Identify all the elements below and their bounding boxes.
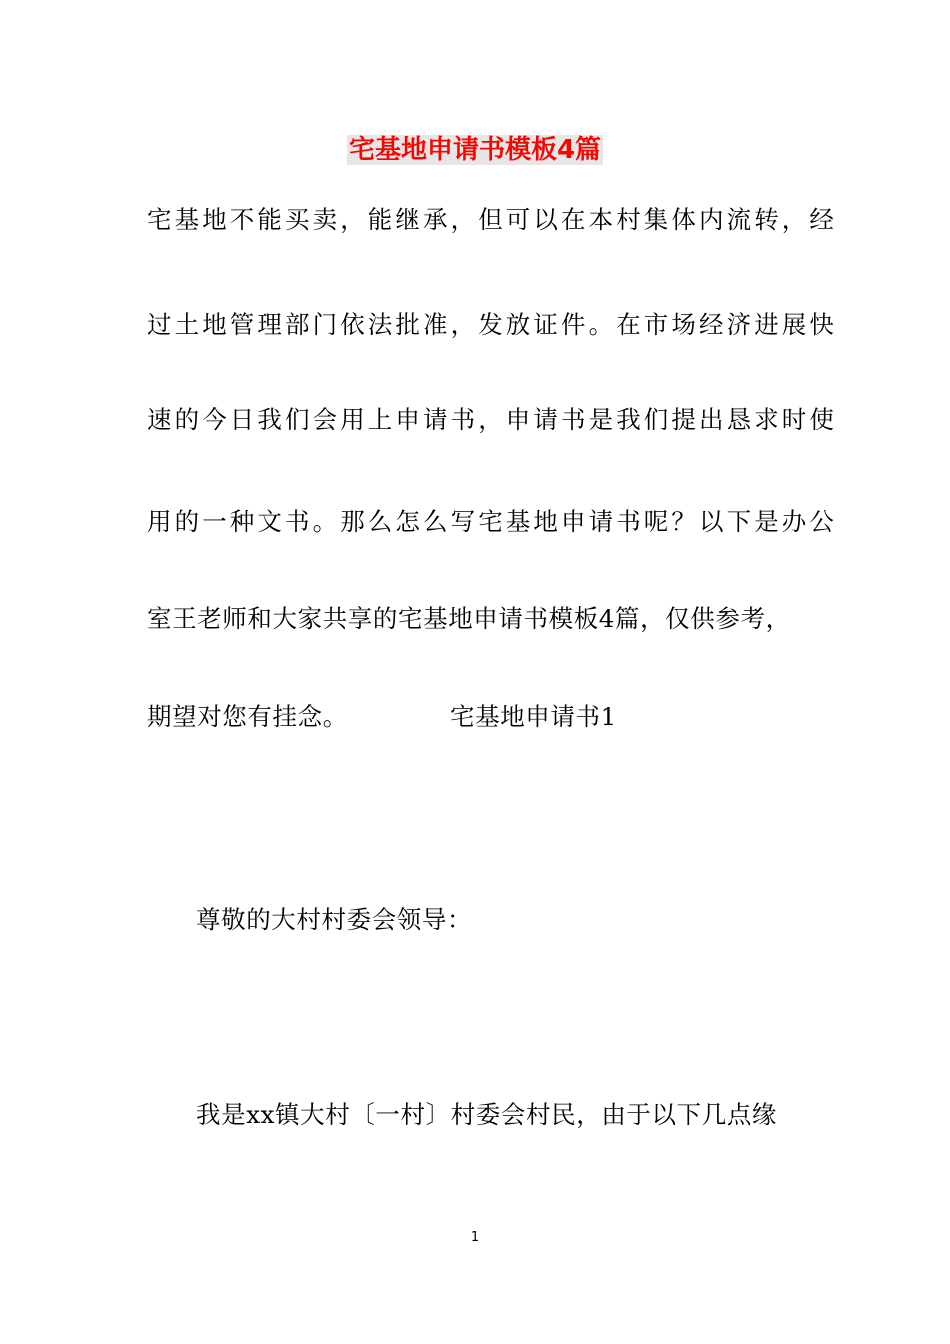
letter-body-line: 我是xx镇大村〔一村〕村委会村民，由于以下几点缘 [196,1100,778,1129]
intro-line-2: 过土地管理部门依法批准，发放证件。在市场经济进展快 [147,310,837,339]
document-title [0,132,950,168]
intro-line-5: 室王老师和大家共享的宅基地申请书模板4篇，仅供参考， [147,604,791,633]
intro-line-3: 速的今日我们会用上申请书，申请书是我们提出恳求时使 [147,405,837,434]
letter-greeting: 尊敬的大村村委会领导： [196,905,473,934]
intro-line-6: 期望对您有挂念。 [147,702,348,731]
section-heading: 宅基地申请书1 [450,702,617,731]
page-number: 1 [470,1230,480,1245]
document-title-text: 宅基地申请书模板4篇 [348,135,602,165]
intro-line-1: 宅基地不能买卖，能继承，但可以在本村集体内流转，经 [147,205,837,234]
intro-line-4: 用的一种文书。那么怎么写宅基地申请书呢？以下是办公 [147,507,837,536]
